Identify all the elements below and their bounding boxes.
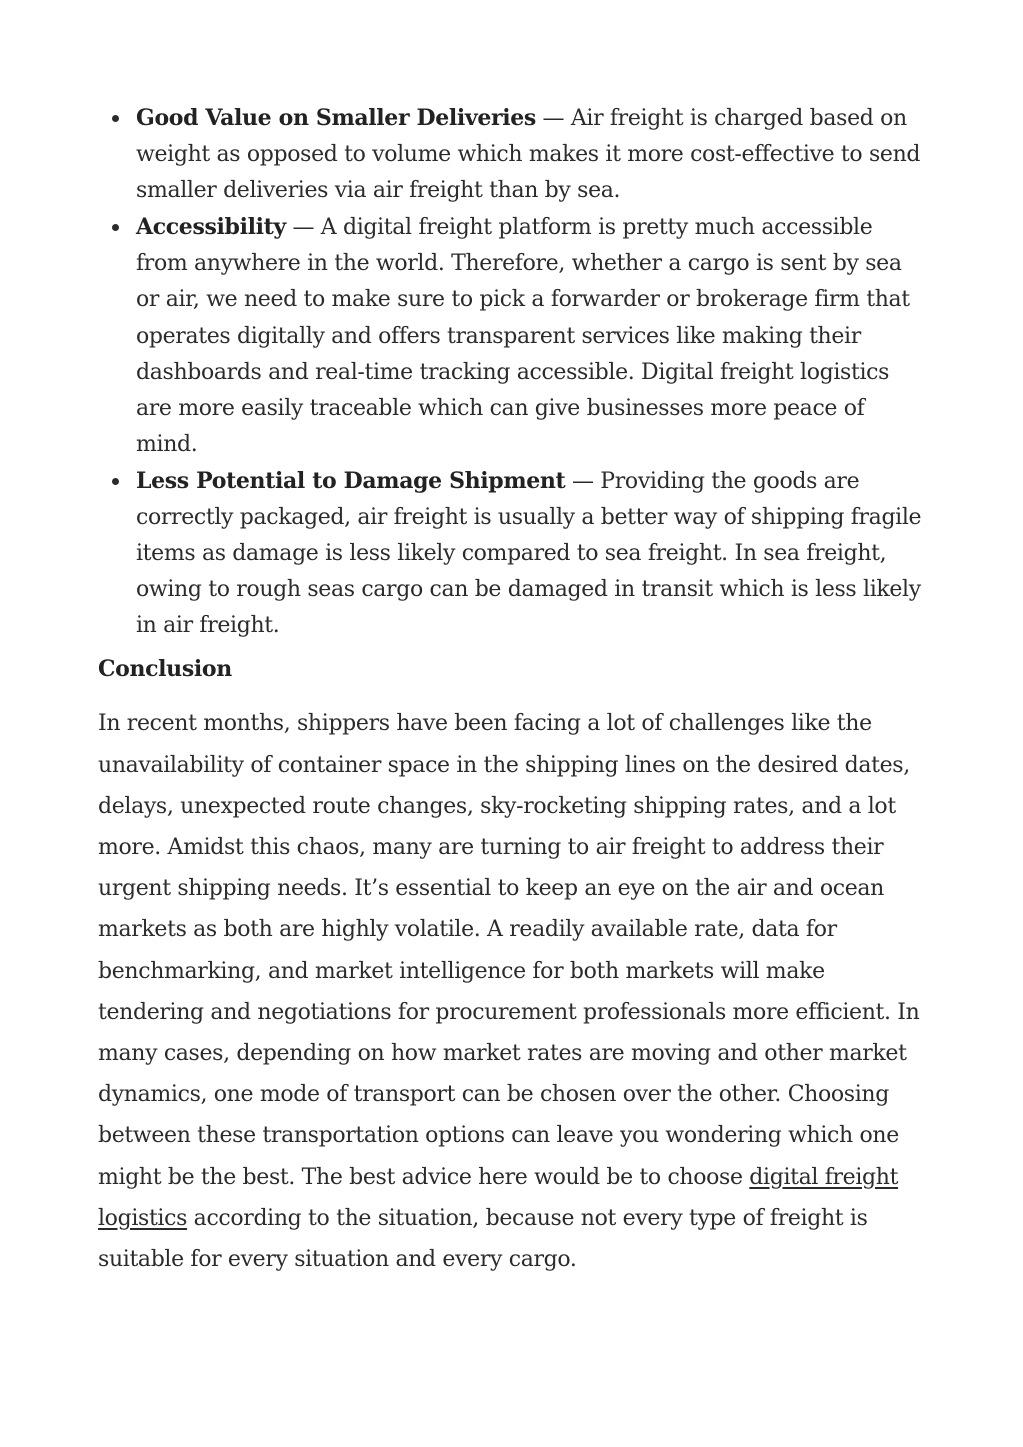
list-item	[98, 463, 928, 644]
conclusion-paragraph	[98, 703, 928, 1280]
paragraph-text: In recent months, shippers have been facing a lot of challenges like the unavailability of container space in the shipping lines on the desired dates, delays, unexpected route changes, sky-rocketing shipping rates, and a lot more. Amidst this chaos, many are turning to air freight to address their urgent shipping needs. It’s essential to keep an eye on the air and ocean markets as both are highly volatile. A readily available rate, data for benchmarking, and market intelligence for both markets will make tendering and negotiations for procurement professionals more efficient. In many cases, depending on how market rates are moving and other market dynamics, one mode of transport can be chosen over the other. Choosing between these transportation options can leave you wondering which one might be the best. The best advice here would be to choose	[98, 711, 920, 1190]
digital-freight-logistics-link[interactable]: digital freight logistics	[98, 1164, 899, 1231]
document-page	[98, 100, 928, 1280]
bullet-dot-icon	[112, 115, 119, 122]
bullet-dot-icon	[112, 478, 119, 485]
bullet-dot-icon	[112, 224, 119, 231]
benefits-list	[98, 100, 928, 644]
bullet-title: Good Value on Smaller Deliveries	[136, 105, 536, 131]
bullet-text: — A digital freight platform is pretty much accessible from anywhere in the world. Therefore, whether a cargo is sent by sea or air, we need to make sure to pick a forwarder or brokerage firm that operates digitally and offers transparent services like making their dashboards and real-time tracking accessible. Digital freight logistics are more easily traceable which can give businesses more peace of mind.	[136, 215, 910, 457]
bullet-text: — Providing the goods are correctly packaged, air freight is usually a better way of shipping fragile items as damage is less likely compared to sea freight. In sea freight, owing to rough seas cargo can be damaged in transit which is less likely in air freight.	[136, 468, 922, 639]
bullet-text: — Air freight is charged based on weight as opposed to volume which makes it more cost-effective to send smaller deliveries via air freight than by sea.	[136, 106, 921, 204]
bullet-title: Accessibility	[136, 214, 286, 241]
list-item	[98, 100, 928, 209]
bullet-title: Less Potential to Damage Shipment	[136, 467, 566, 494]
paragraph-text-end: according to the situation, because not every type of freight is suitable for every situation and every cargo.	[98, 1205, 868, 1273]
list-item	[98, 209, 928, 463]
conclusion-heading: Conclusion	[98, 656, 232, 683]
